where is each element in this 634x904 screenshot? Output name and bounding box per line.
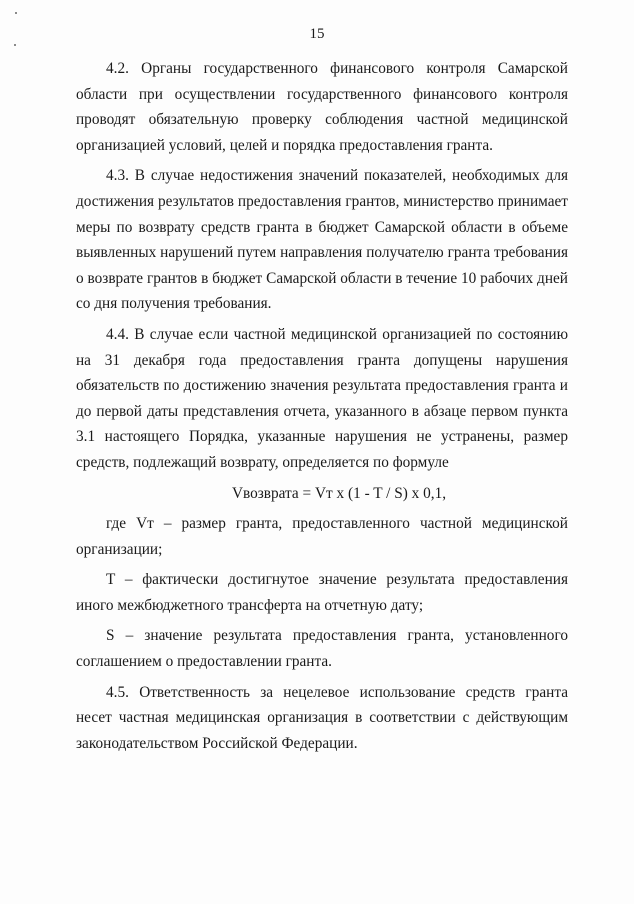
paragraph-4-3: 4.3. В случае недостижения значений показателей, необходимых для достижения результатов предоставления грантов, министерство принимает меры по возврату средств гранта в бюджет Самарской области в объеме выявленных нарушений путем направления получателю гранта требования о возврате грантов в бюджет Самарской области в течение 10 рабочих дней со дня получения требования.: [76, 167, 568, 313]
document-body: [76, 56, 568, 756]
definition-vt: где Vт – размер гранта, предоставленного частной медицинской организации;: [76, 515, 568, 558]
scan-speck: [14, 44, 16, 46]
paragraph-4-4: 4.4. В случае если частной медицинской организацией по состоянию на 31 декабря года предоставления гранта допущены нарушения обязательств по достижению значения результата предоставления гранта и до первой даты представления отчета, указанного в абзаце первом пункта 3.1 настоящего Порядка, указанные нарушения не устранены, размер средств, подлежащий возврату, определяется по формуле: [76, 325, 568, 471]
page-number: 15: [309, 26, 325, 42]
scan-speck: [15, 12, 17, 14]
paragraph-4-5: 4.5. Ответственность за нецелевое использование средств гранта несет частная медицинская организация в соответствии с действующим законодательством Российской Федерации.: [76, 683, 568, 752]
refund-formula: Vвозврата = Vт x (1 - T / S) x 0,1,: [231, 484, 447, 502]
paragraph-4-2: 4.2. Органы государственного финансового контроля Самарской области при осуществлении государственного финансового контроля проводят обязательную проверку соблюдения частной медицинской организацией условий, целей и порядка предоставления гранта.: [76, 60, 568, 154]
definition-s: S – значение результата предоставления гранта, установленного соглашением о предоставлении гранта.: [76, 627, 568, 671]
definition-t: T – фактически достигнутое значение результата предоставления иного межбюджетного трансферта на отчетную дату;: [76, 571, 568, 614]
